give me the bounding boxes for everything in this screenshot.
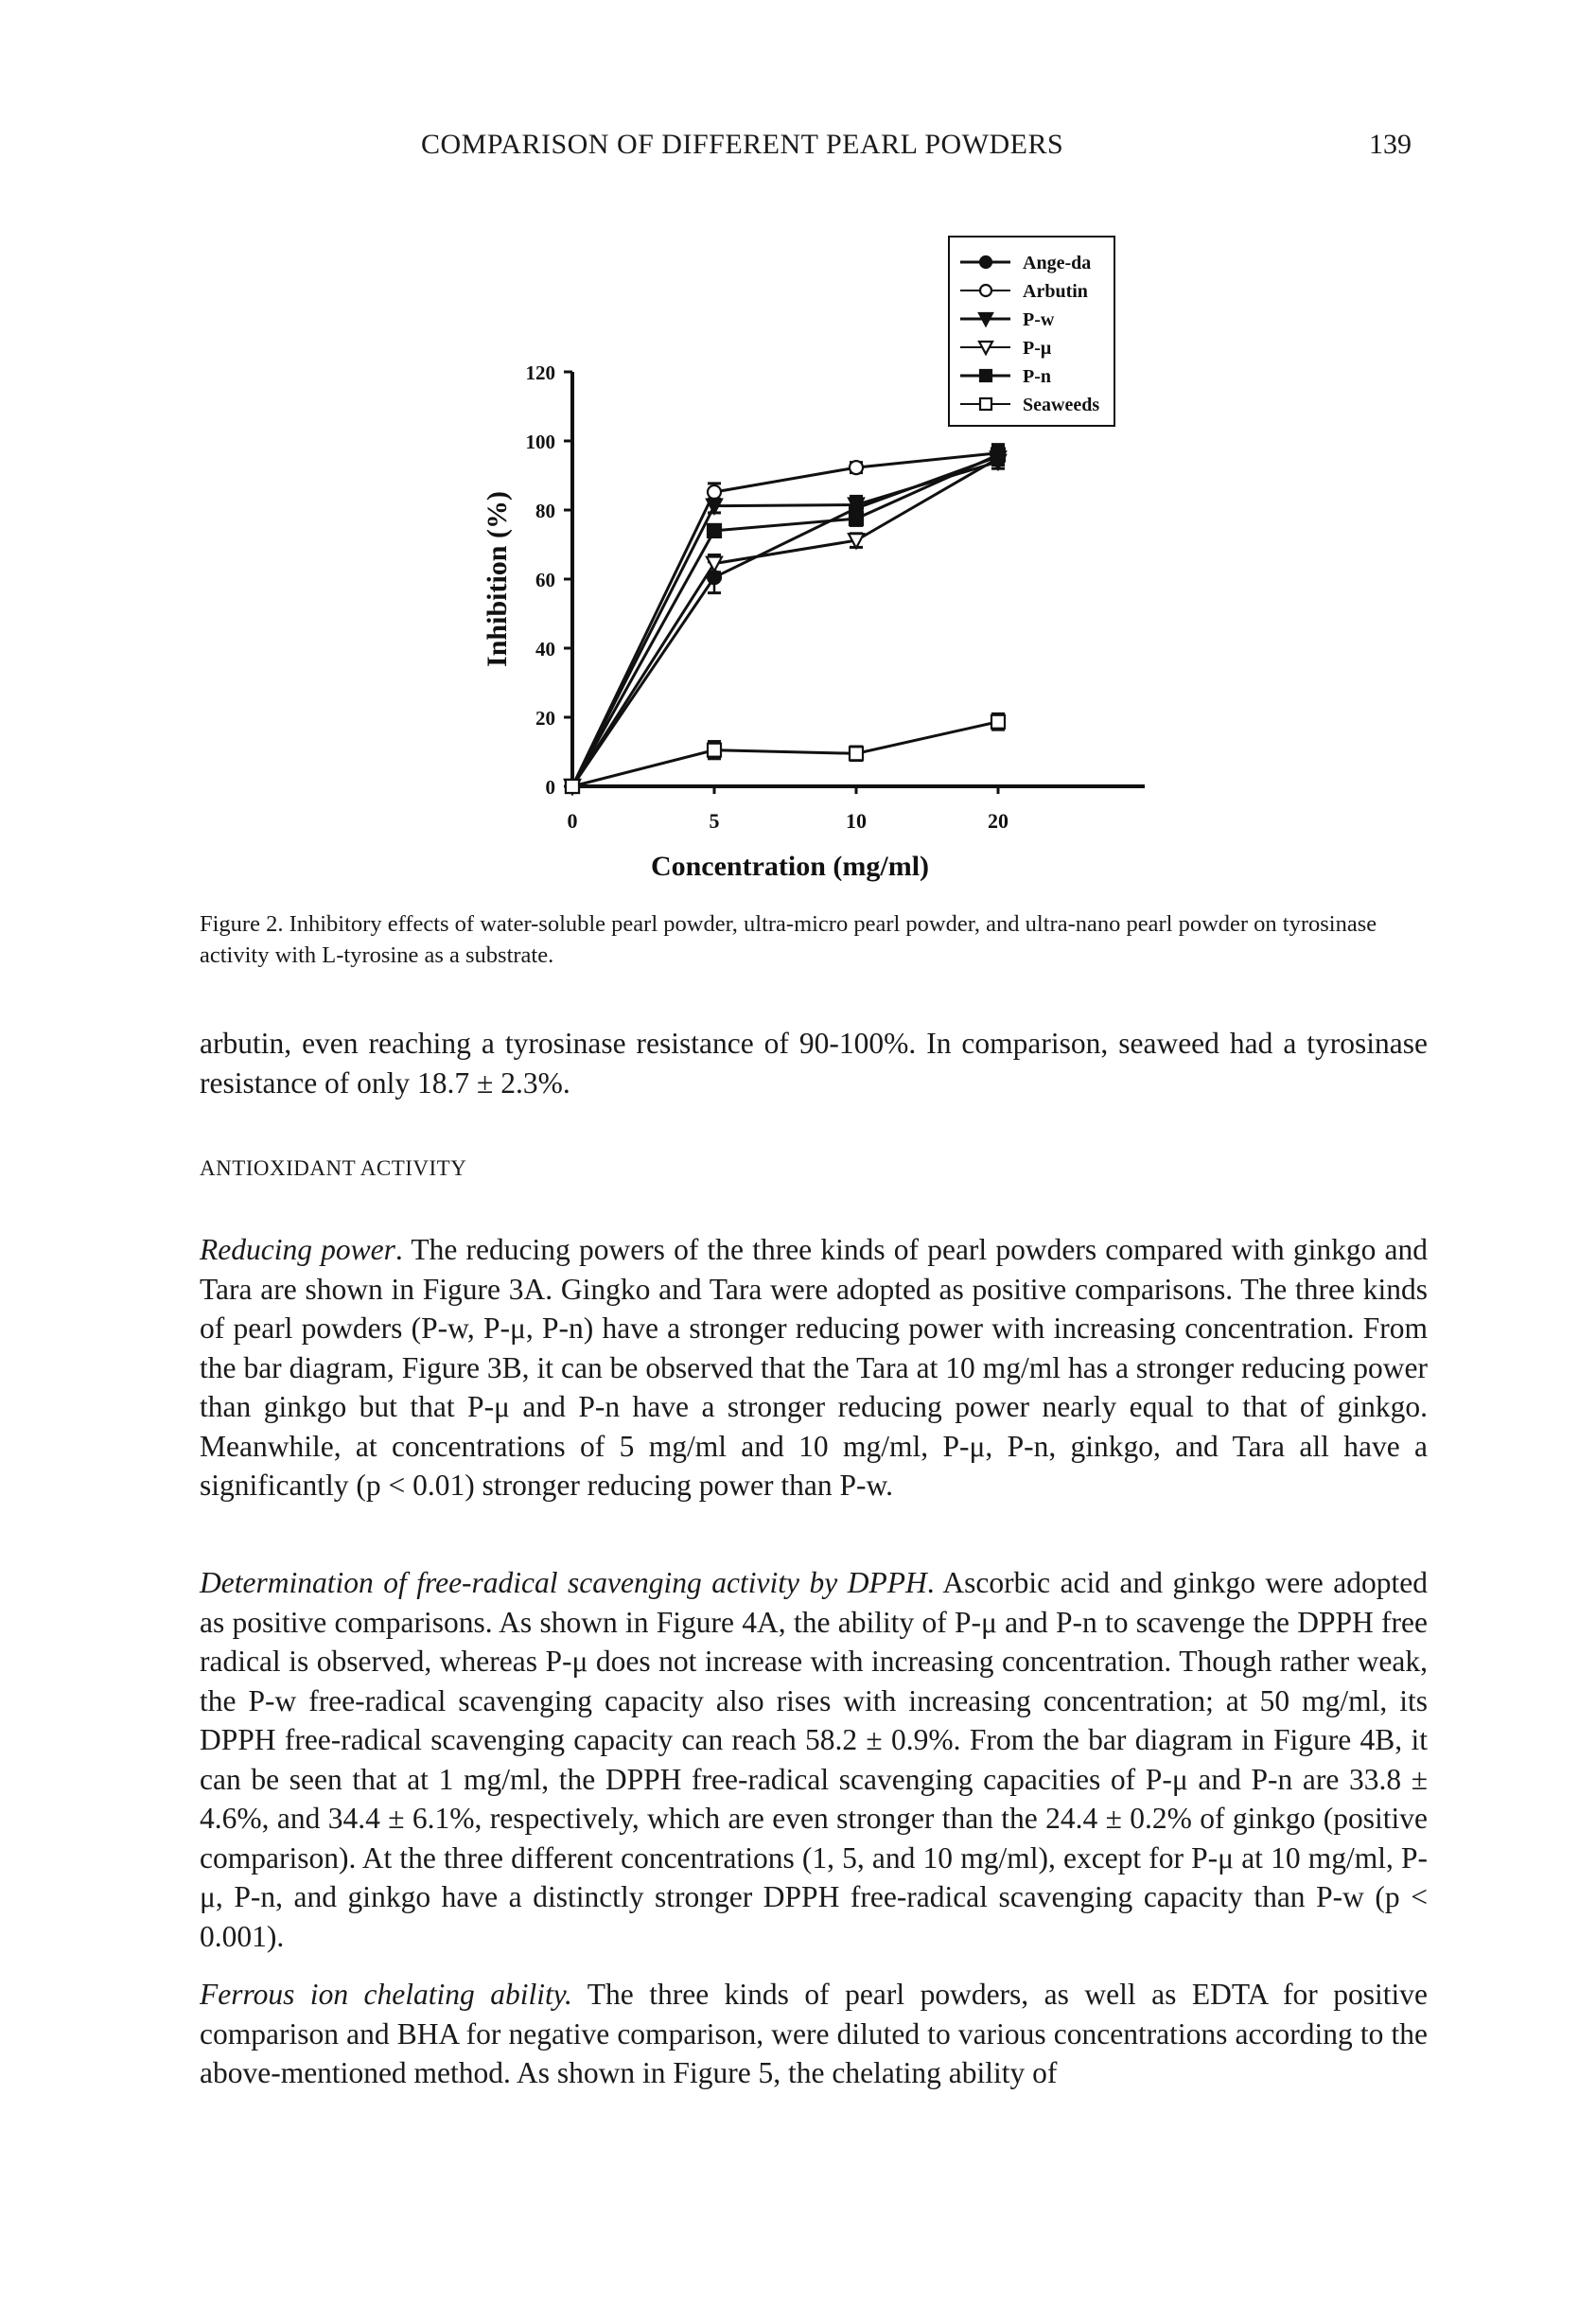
line-chart (0, 0, 1596, 889)
legend-label: P-w (1023, 309, 1055, 330)
paragraph-text: The three kinds of pearl powders, as well as EDTA for positive comparison and BHA for negative comparison, were diluted to various concentrations according to the above-mentioned method. As shown in Figure 5, the chelating ability of (200, 1978, 1428, 2089)
legend-label: P-n (1023, 366, 1051, 387)
data-point-marker (991, 715, 1005, 729)
running-head: COMPARISON OF DIFFERENT PEARL POWDERS (421, 129, 1064, 160)
figure-label: Figure 2. (200, 911, 284, 937)
data-point-marker (850, 461, 863, 474)
paragraph-lead-italic: Reducing power (200, 1233, 395, 1266)
paragraph-lead-italic: Determination of free-radical scavenging activity by DPPH (200, 1566, 927, 1599)
y-tick-label: 20 (535, 707, 555, 730)
data-point-marker (850, 747, 863, 760)
series-line (572, 462, 998, 786)
y-tick-label: 0 (545, 776, 555, 799)
data-point-marker (708, 744, 721, 757)
section-heading: ANTIOXIDANT ACTIVITY (200, 1156, 467, 1180)
series-line (572, 722, 998, 786)
y-axis-title: Inhibition (%) (482, 491, 513, 667)
page-number: 139 (1369, 129, 1412, 160)
paragraph-text: . Ascorbic acid and ginkgo were adopted as positive comparisons. As shown in Figure 4A, the ability of P-μ and P-n to scavenge the DPPH free radical is observed, whereas P-μ does not increase with increasing concentration. Though rather weak, the P-w free-radical scavenging capacity also rises with increasing concentration; at 50 mg/ml, its DPPH free-radical scavenging capacity can reach 58.2 ± 0.9%. From the bar diagram in Figure 4B, it can be seen that at 1 mg/ml, the DPPH free-radical scavenging capacities of P-μ and P-n are 33.8 ± 4.6%, and 34.4 ± 6.1%, respectively, which are even stronger than the 24.4 ± 0.2% of ginkgo (positive comparison). At the three different concentrations (1, 5, and 10 mg/ml), except for P-μ at 10 mg/ml, P-μ, P-n, and ginkgo have a distinctly stronger DPPH free-radical scavenging capacity than P-w (p < 0.001). (200, 1566, 1428, 1953)
legend-label: P-μ (1023, 338, 1052, 359)
data-point-marker (708, 485, 721, 499)
y-tick-label: 100 (525, 431, 555, 453)
data-point-marker (708, 524, 721, 537)
paragraph-ferrous-chelating (200, 1975, 1428, 2093)
paragraph-reducing-power (200, 1230, 1428, 1505)
x-axis-title: Concentration (mg/ml) (650, 851, 930, 882)
paragraph-dpph (200, 1563, 1428, 1956)
legend-marker-open-circle-icon (980, 285, 991, 296)
data-point-marker (850, 512, 863, 525)
y-tick-label: 60 (535, 569, 555, 591)
y-tick-label: 40 (535, 638, 555, 660)
legend-marker-filled-circle-icon (980, 256, 991, 268)
legend-label: Arbutin (1023, 281, 1088, 302)
data-point-marker (566, 780, 579, 793)
y-tick-label: 80 (535, 500, 555, 522)
x-tick-label: 20 (988, 809, 1008, 833)
x-tick-label: 10 (846, 809, 867, 833)
figure-2-chart (0, 0, 1596, 889)
legend-marker-filled-square-icon (980, 370, 991, 381)
paragraph-lead-italic: Ferrous ion chelating ability. (200, 1978, 572, 2011)
figure-caption (200, 908, 1429, 971)
x-tick-label: 5 (709, 809, 720, 833)
data-point-marker (991, 449, 1005, 462)
legend-label: Ange-da (1023, 253, 1092, 273)
y-tick-label: 120 (525, 361, 555, 384)
paragraph-text: . The reducing powers of the three kinds of pearl powders compared with ginkgo and Tara are shown in Figure 3A. Gingko and Tara were adopted as positive comparisons. The three kinds of pearl powders (P-w, P-μ, P-n) have a stronger reducing power with increasing concentration. From the bar diagram, Figure 3B, it can be observed that the Tara at 10 mg/ml has a stronger reducing power than ginkgo but that P-μ and P-n have a stronger reducing power nearly equal to that of ginkgo. Meanwhile, at concentrations of 5 mg/ml and 10 mg/ml, P-μ, P-n, ginkgo, and Tara all have a significantly (p < 0.01) stronger reducing power than P-w. (200, 1233, 1428, 1502)
legend-label: Seaweeds (1023, 395, 1100, 415)
x-tick-label: 0 (567, 809, 578, 833)
figure-caption-text: Inhibitory effects of water-soluble pearl powder, ultra-micro pearl powder, and ultra-nano pearl powder on tyrosinase activity with L-tyrosine as a substrate. (200, 911, 1377, 968)
paragraph-1: arbutin, even reaching a tyrosinase resistance of 90-100%. In comparison, seaweed had a tyrosinase resistance of only 18.7 ± 2.3%. (200, 1027, 1428, 1100)
legend-marker-open-square-icon (980, 398, 991, 410)
